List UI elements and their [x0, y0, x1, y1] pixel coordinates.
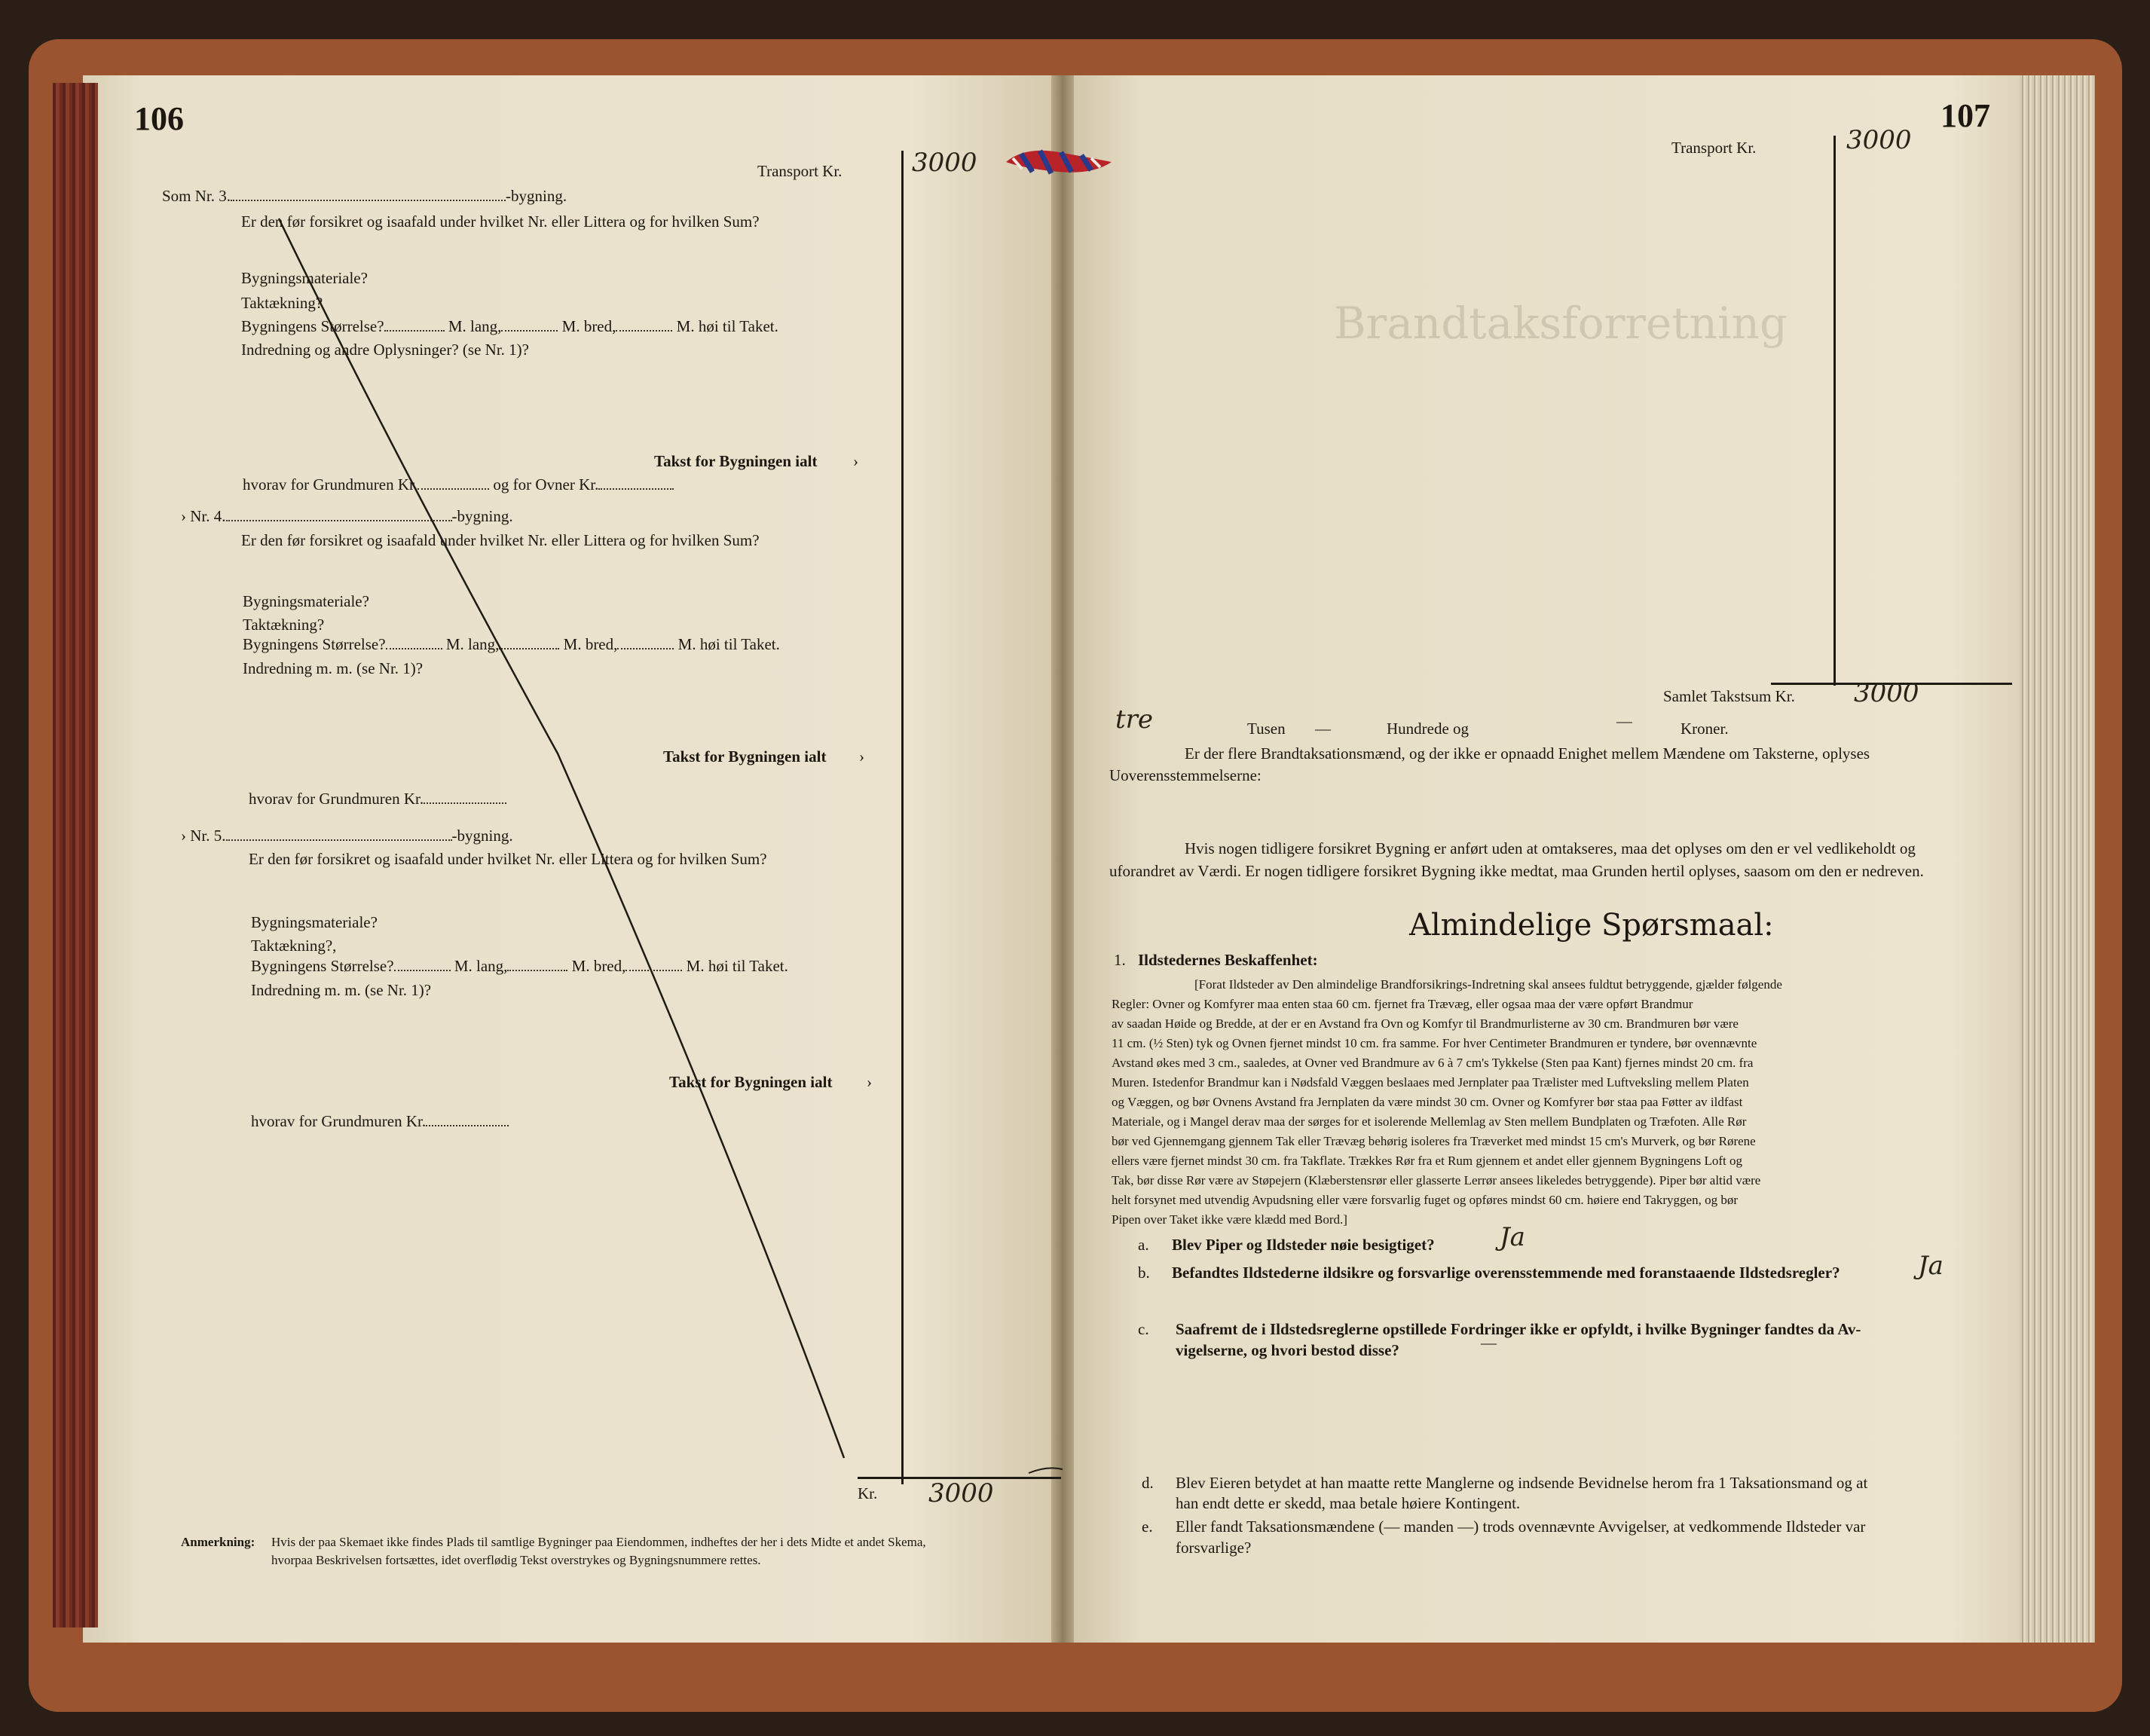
q-a-answer: Ja: [1500, 1222, 1525, 1252]
section4-size-label: Bygningens Størrelse?: [243, 635, 386, 653]
q-e-label: e.: [1142, 1517, 1153, 1536]
bleed-through-title: Brandtaksforretning: [1334, 298, 1788, 349]
q-c-text-1: Saafremt de i Ildstedsreglerne opstillede Fordringer ikke er opfyldt, i hvilke Bygninger fandtes da Av-: [1176, 1320, 1861, 1338]
section5-grundmuren: for Grundmuren Kr.: [298, 1112, 427, 1130]
section4-takst: Takst for Bygningen ialt: [663, 747, 827, 766]
hundrede-label: Hundrede og: [1387, 720, 1470, 738]
section5-size-label: Bygningens Størrelse?: [251, 957, 394, 975]
transport-value-right: 3000: [1846, 125, 1912, 155]
q-c-label: c.: [1138, 1320, 1149, 1338]
q-c-text-2: vigelserne, og hvori bestod disse?: [1176, 1341, 1399, 1359]
tusen-label: Tusen: [1247, 720, 1286, 738]
flere-text-2: Uoverensstemmelserne:: [1109, 766, 1262, 784]
amount-in-words: tre: [1115, 704, 1154, 735]
regler-line: [Forat Ildsteder av Den almindelige Brandforsikrings-Indretning skal ansees fuldtut betryggende, gjælder følgende: [1194, 977, 1782, 992]
page-number-left: 106: [134, 100, 184, 137]
regler-line: Regler: Ovner og Komfyrer maa enten staa 60 cm. fjernet fra Trævæg, eller ogsaa maa der være opført Brandmur: [1112, 997, 1693, 1011]
tidligere-text-2: uforandret av Værdi. Er nogen tidligere forsikret Bygning ikke medtat, maa Grunden hertil oplyses, saasom om den er nedreven.: [1109, 862, 1924, 880]
section3-hoi: M. høi til Taket.: [676, 317, 778, 335]
section5-prefix: › Nr. 5.: [181, 827, 226, 845]
regler-line: Tak, bør disse Rør være av Støpejern (Klæberstensrør eller glasserte Lerrør ansees likeledes betryggende). Piper bør altid være: [1112, 1173, 1761, 1187]
section4-hvorav: hvorav: [249, 790, 293, 808]
section4-grundmuren: for Grundmuren Kr.: [296, 790, 424, 808]
section3-question: Er den før forsikret og isaafald under hvilket Nr. eller Littera og for hvilken Sum?: [241, 212, 760, 231]
section4-lang: M. lang,: [445, 635, 500, 653]
section3-takst: Takst for Bygningen ialt: [654, 452, 818, 470]
transport-label-left: Transport Kr.: [757, 162, 843, 180]
regler-line: Muren. Istedenfor Brandmur kan i Nødsfald Væggen beslaaes med Jernplater paa Trælister med Luftveksling mellem Platen: [1112, 1075, 1749, 1090]
transport-label-right: Transport Kr.: [1671, 139, 1757, 157]
section5-bygning: -bygning.: [451, 827, 513, 845]
section4-bygning: -bygning.: [451, 507, 513, 525]
q-b-label: b.: [1138, 1264, 1150, 1282]
section5-lang: M. lang,: [454, 957, 508, 975]
section3-ovner: og for Ovner Kr.: [493, 475, 599, 494]
total-label-left: Kr.: [858, 1484, 878, 1502]
section3-size-label: Bygningens Størrelse?: [241, 317, 384, 335]
section3-bred: M. bred,: [561, 317, 616, 335]
q-a-text: Blev Piper og Ildsteder nøie besigtiget?: [1172, 1236, 1435, 1254]
anmerkning-text-2: hvorpaa Beskrivelsen fortsættes, idet overflødig Tekst overstrykes og Bygningsnummere rettes.: [271, 1553, 761, 1567]
q-e-text-2: forsvarlige?: [1176, 1539, 1252, 1557]
section5-interior: Indredning m. m. (se Nr. 1)?: [251, 981, 432, 999]
q-b-text: Befandtes Ildstederne ildsikre og forsvarlige overensstemmende med foranstaaende Ildstedsregler?: [1172, 1264, 1840, 1282]
section5-roof: Taktækning?,: [251, 937, 337, 955]
section4-question: Er den før forsikret og isaafald under hvilket Nr. eller Littera og for hvilken Sum?: [241, 531, 760, 549]
regler-line: bør ved Gjennemgang gjennem Tak eller Trævæg behørig isoleres fra Træverket med mindst 15 cm's Murverk, og bør Rørene: [1112, 1134, 1756, 1148]
regler-line: Materiale, og i Mangel derav maa der sørges for et isolerende Mellemlag av Sten mellem Bundplaten og Træfoten. Alle Rør: [1112, 1114, 1747, 1129]
section5-hvorav: hvorav: [251, 1112, 295, 1130]
q-d-text-1: Blev Eieren betydet at han maatte rette Manglerne og indsende Bevidnelse herom fra 1 Taksationsmand og at: [1176, 1474, 1868, 1492]
section3-material: Bygningsmateriale?: [241, 269, 368, 287]
q1-number: 1.: [1114, 951, 1126, 969]
tidligere-text-1: Hvis nogen tidligere forsikret Bygning er anført uden at omtakseres, maa det oplyses om den er vel vedlikeholdt og: [1185, 839, 1916, 857]
kroner-label: Kroner.: [1681, 720, 1729, 738]
section3-hvorav: hvorav: [243, 475, 287, 494]
section5-material: Bygningsmateriale?: [251, 913, 378, 931]
section5-question: Er den før forsikret og isaafald under hvilket Nr. eller Littera og for hvilken Sum?: [249, 850, 767, 868]
section5-bred: M. bred,: [571, 957, 626, 975]
section3-bygning: -bygning.: [506, 187, 567, 205]
flere-text-1: Er der flere Brandtaksationsmænd, og der ikke er opnaadd Enighet mellem Mændene om Taksterne, oplyses: [1185, 744, 1870, 763]
section4-material: Bygningsmateriale?: [243, 592, 369, 610]
q-d-text-2: han endt dette er skedd, maa betale høiere Kontingent.: [1176, 1494, 1521, 1512]
section3-interior: Indredning og andre Oplysninger? (se Nr. 1)?: [241, 341, 529, 359]
regler-line: av saadan Høide og Bredde, at der er en Avstand fra Ovn og Komfyr til Brandmurlisterne av 30 cm. Brandmuren bør være: [1112, 1016, 1739, 1031]
q-a-label: a.: [1138, 1236, 1149, 1254]
regler-line: helt forsynet med utvendig Avpudsning eller være forsvarlig fuget og opføres mindst 60 cm. høiere end Takryggen, og bør: [1112, 1193, 1738, 1207]
regler-line: og Væggen, og bør Ovnens Avstand fra Jernplaten da være mindst 30 cm. Ovner og Komfyrer bør staa paa Føtter av ildfast: [1112, 1095, 1743, 1109]
section3-grundmuren: for Grundmuren Kr.: [290, 475, 418, 494]
page-number-right: 107: [1941, 97, 1990, 134]
scanned-ledger-spread: Brandtaksforretning 106 Transport Kr. 3000 Som Nr. 3. -bygning. Er den før forsikret og isaafald under hvilket Nr. eller Littera og for hvilken Sum? Bygningsmateriale? Taktækning? Bygningens Størrelse? M. lang, M. bred, M. høi til Taket. Indredning og andre Oplysninger? (se Nr. 1)? Takst for Bygningen ialt › hvorav for Grundmuren Kr. og for Ovner Kr. › Nr. 4. -bygning. Er den før forsikret og isaafald under hvilket Nr. eller Littera og for hvilken Sum? Bygningsmateriale? Taktækning? Bygningens Størrelse? M. lang, M. bred, M. høi til Taket. Indredning m. m. (se Nr. 1)? Takst for Bygningen ialt › hvorav for Grundmuren Kr. › Nr. 5. -bygning. Er den før forsikret og isaafald under hvilket Nr. eller Littera og for hvilken Sum? Bygningsmateriale? Taktækning?, Bygningens Størrelse? M. lang, M. bred, M. høi til Taket. Indredning m. m. (se Nr. 1)? Takst for Bygningen ialt › hvorav for Grundmuren Kr. Kr. 3000 Anmerkning: Hvis der paa Skemaet ikke findes Plads til samtlige Bygninger paa Eiendommen, indheftes der her i dets Midte et andet Skema, hvorpaa Beskrivelsen fortsættes, idet overflødig Tekst overstrykes og Bygningsnummere rettes. 107 Transport Kr. 3000 Samlet Takstsum Kr. 3000 tre Tusen — Hundrede og — Kroner. Er der flere Brandtaksationsmænd, og der ikke er opnaadd Enighet mellem Mændene om Taksterne, oplyses Uoverensstemmelserne: Hvis nogen tidligere forsikret Bygning er anført uden at omtakseres, maa det oplyses om den er vel vedlikeholdt og uforandret av Værdi. Er nogen tidligere forsikret Bygning ikke medtat, maa Grunden hertil oplyses, saasom om den er nedreven. Almindelige Spørsmaal: 1. Ildstedernes Beskaffenhet: [Forat Ildsteder av Den almindelige Brandforsikrings-Indretning skal ansees fuldtut betryggende, gjælder følgende Regler: Ovner og Komfyrer maa enten staa 60 cm. fjernet fra Trævæg, eller ogsaa maa der være opført Brandmur av saadan Høide og Bredde, at der er en Avstand fra Ovn og Komfyr til Brandmurlisterne av 30 cm. Brandmuren bør være 11 cm. (½ Sten) tyk og Ovnen fjernet mindst 10 cm. fra samme. For hver Centimeter Brandmuren er tyndere, bør ovennævnte Avstand økes med 3 cm., saaledes, at Ovner ved Brandmure av 6 à 7 cm's Tykkelse (Sten paa Kant) fjernes mindst 20 cm. fra Muren. Istedenfor Brandmur kan i Nødsfald Væggen beslaaes med Jernplater paa Trælister med Luftveksling mellem Platen og Væggen, og bør Ovnens Avstand fra Jernplaten da være mindst 30 cm. Ovner og Komfyrer bør staa paa Føtter av ildfast Materiale, og i Mangel derav maa der sørges for et isolerende Mellemlag av Sten mellem Bundplaten og Træfoten. Alle Rør bør ved Gjennemgang gjennem Tak eller Trævæg behørig isoleres fra Træverket med mindst 15 cm's Murverk, og bør Rørene ellers være fjernet mindst 30 cm. fra Takflate. Trækkes Rør fra et Rum gjennem et andet eller gjennem Bygningens Loft og Tak, bør disse Rør være av Støpejern (Klæberstensrør eller glasserte Lerrør ansees likeledes betryggende). Piper bør altid være helt forsynet med utvendig Avpudsning eller være forsvarlig fuget og opføres mindst 60 cm. høiere end Takryggen, og bør Pipen over Taket ikke være klædd med Bord.] a. Blev Piper og Ildsteder nøie besigtiget? Ja b. Befandtes Ildstederne ildsikre og forsvarlige overensstemmende med foranstaaende Ildstedsregler? Ja c. Saafremt de i Ildstedsreglerne opstillede Fordringer ikke er opfyldt, i hvilke Bygninger fandtes da Av- vigelserne, og hvori bestod disse? — d. Blev Eieren betydet at han maatte rette Manglerne og indsende Bevidnelse herom fra 1 Taksationsmand og at han endt dette er skedd, maa betale høiere Kontingent. e. Eller fandt Taksationsmændene (— manden —) trods ovennævnte Avvigelser, at vedkommende Ildsteder var forsvarlige?: [0, 0, 2150, 1736]
section3-lang: M. lang,: [448, 317, 502, 335]
transport-value-left: 3000: [912, 148, 977, 178]
q-b-answer: Ja: [1918, 1251, 1944, 1281]
samlet-label: Samlet Takstsum Kr.: [1663, 687, 1795, 705]
section4-hoi: M. høi til Taket.: [677, 635, 780, 653]
q-e-text-1: Eller fandt Taksationsmændene (— manden —) trods ovennævnte Avvigelser, at vedkommende Ildsteder var: [1176, 1517, 1866, 1536]
total-value-left: 3000: [928, 1478, 994, 1508]
section3-roof: Taktækning?: [241, 294, 323, 312]
regler-line: ellers være fjernet mindst 30 cm. fra Takflate. Trækkes Rør fra et Rum gjennem et andet eller gjennem Bygningens Loft og: [1112, 1154, 1742, 1168]
regler-line: 11 cm. (½ Sten) tyk og Ovnen fjernet mindst 10 cm. fra samme. For hver Centimeter Brandmuren er tyndere, bør ovennævnte: [1112, 1036, 1757, 1050]
regler-line: Pipen over Taket ikke være klædd med Bord.]: [1112, 1212, 1347, 1227]
section4-prefix: › Nr. 4.: [181, 507, 226, 525]
section5-hoi: M. høi til Taket.: [686, 957, 788, 975]
section3-prefix: Som Nr. 3.: [162, 187, 231, 205]
anmerkning-label: Anmerkning:: [181, 1535, 255, 1549]
section4-roof: Taktækning?: [243, 616, 325, 634]
samlet-value: 3000: [1854, 678, 1919, 708]
regler-line: Avstand økes med 3 cm., saaledes, at Ovner ved Brandmure av 6 à 7 cm's Tykkelse (Sten paa Kant) fjernes mindst 20 cm. fra: [1112, 1056, 1754, 1070]
section5-takst: Takst for Bygningen ialt: [669, 1073, 833, 1091]
anmerkning-text-1: Hvis der paa Skemaet ikke findes Plads til samtlige Bygninger paa Eiendommen, indheftes der her i dets Midte et andet Skema,: [271, 1535, 926, 1549]
section4-bred: M. bred,: [563, 635, 618, 653]
section-heading: Almindelige Spørsmaal:: [1409, 908, 1774, 943]
section4-interior: Indredning m. m. (se Nr. 1)?: [243, 659, 424, 677]
q-d-label: d.: [1142, 1474, 1154, 1492]
q1-title: Ildstedernes Beskaffenhet:: [1138, 951, 1318, 969]
